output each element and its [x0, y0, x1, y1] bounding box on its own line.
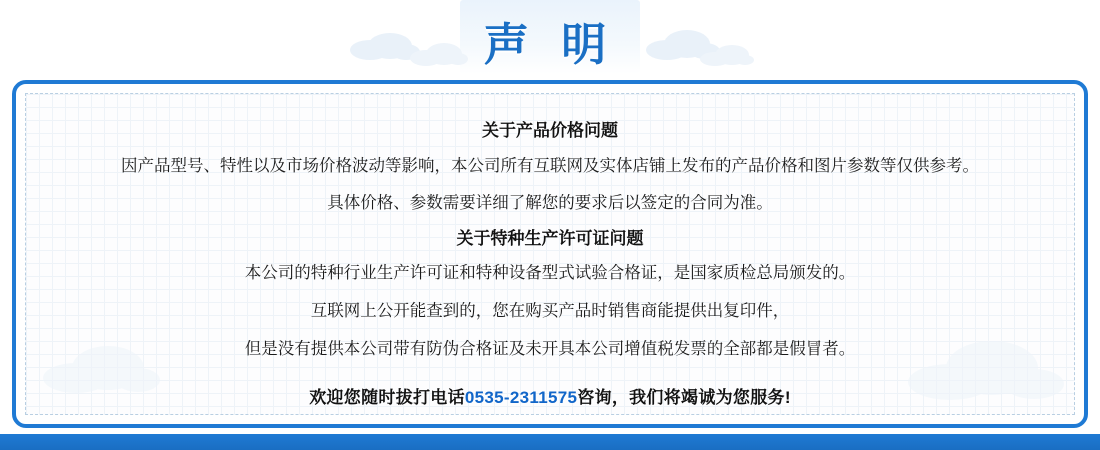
section-1-paragraph-2: 具体价格、参数需要详细了解您的要求后以签定的合同为准。: [327, 194, 773, 213]
statement-content: [26, 94, 1074, 408]
section-2-heading: 关于特种生产许可证问题: [456, 228, 644, 248]
contact-suffix: 咨询，我们将竭诚为您服务!: [577, 387, 791, 407]
section-1-paragraph-1: 因产品型号、特性以及市场价格波动等影响，本公司所有互联网及实体店铺上发布的产品价格和图片参数等仅供参考。: [121, 156, 979, 175]
statement-frame: [12, 80, 1088, 428]
section-1-heading: 关于产品价格问题: [482, 121, 618, 140]
section-2-paragraph-1: 本公司的特种行业生产许可证和特种设备型式试验合格证，是国家质检总局颁发的。: [244, 264, 856, 283]
section-2-paragraph-2: 互联网上公开能查到的，您在购买产品时销售商能提供出复印件，: [310, 302, 790, 321]
bottom-accent-bar: [0, 434, 1100, 450]
contact-line: [52, 383, 1048, 408]
title-band: [0, 0, 1100, 80]
statement-frame-inner: [25, 93, 1075, 415]
contact-phone-number[interactable]: 0535-2311575: [464, 387, 578, 407]
page-title: 声 明: [483, 19, 617, 70]
section-2-paragraph-3: 但是没有提供本公司带有防伪合格证及未开具本公司增值税发票的全部都是假冒者。: [244, 339, 856, 358]
contact-prefix: 欢迎您随时拔打电话: [309, 387, 465, 407]
